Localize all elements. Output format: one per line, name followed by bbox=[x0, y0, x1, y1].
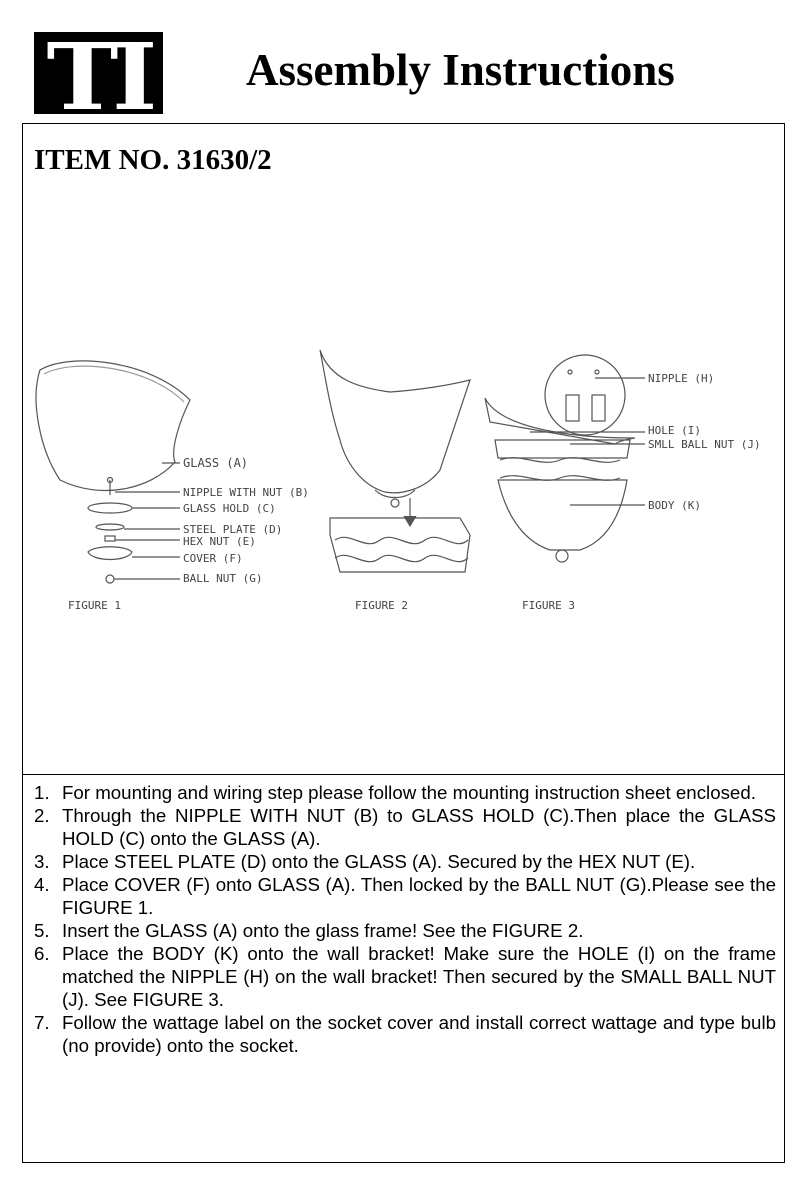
step-item bbox=[34, 942, 776, 1011]
label-small-ball-nut: SMLL BALL NUT (J) bbox=[648, 438, 761, 451]
step-item bbox=[34, 919, 776, 942]
label-nipple-with-nut: NIPPLE WITH NUT (B) bbox=[183, 486, 309, 499]
glass-frame bbox=[330, 518, 470, 572]
step-text: Place the BODY (K) onto the wall bracket! Make sure the HOLE (I) on the frame matched the NIPPLE (H) on the wall bracket! Then secured by the SMALL BALL NUT (J). See FIGURE 3. bbox=[62, 943, 776, 1010]
assembly-figure bbox=[30, 340, 790, 630]
logo-text: TI bbox=[46, 32, 151, 114]
page-title: Assembly Instructions bbox=[246, 45, 675, 95]
brand-logo bbox=[34, 32, 163, 114]
step-number: 7. bbox=[34, 1012, 50, 1033]
step-text: Follow the wattage label on the socket cover and install correct wattage and type bulb (no provide) onto the socket. bbox=[62, 1012, 776, 1056]
step-text: Insert the GLASS (A) onto the glass frame! See the FIGURE 2. bbox=[62, 920, 584, 941]
step-item bbox=[34, 873, 776, 919]
lamp-body bbox=[498, 480, 627, 550]
step-number: 3. bbox=[34, 851, 50, 872]
label-cover: COVER (F) bbox=[183, 552, 243, 565]
step-text: For mounting and wiring step please follow the mounting instruction sheet enclosed. bbox=[62, 782, 756, 803]
label-hole: HOLE (I) bbox=[648, 424, 701, 437]
step-item bbox=[34, 781, 776, 804]
label-nipple: NIPPLE (H) bbox=[648, 372, 715, 385]
caption-figure-3: FIGURE 3 bbox=[522, 599, 575, 612]
step-number: 2. bbox=[34, 805, 50, 826]
label-glass: GLASS (A) bbox=[183, 456, 249, 470]
glass-shade-2 bbox=[320, 350, 470, 493]
step-item bbox=[34, 804, 776, 850]
label-steel-plate: STEEL PLATE (D) bbox=[183, 523, 283, 536]
step-item bbox=[34, 850, 776, 873]
caption-figure-1: FIGURE 1 bbox=[68, 599, 121, 612]
wall-plate bbox=[545, 355, 625, 435]
label-glass-hold: GLASS HOLD (C) bbox=[183, 502, 276, 515]
label-body: BODY (K) bbox=[648, 499, 701, 512]
section-divider bbox=[22, 774, 785, 775]
step-text: Place COVER (F) onto GLASS (A). Then locked by the BALL NUT (G).Please see the FIGURE 1. bbox=[62, 874, 776, 918]
step-text: Place STEEL PLATE (D) onto the GLASS (A). Secured by the HEX NUT (E). bbox=[62, 851, 696, 872]
step-number: 4. bbox=[34, 874, 50, 895]
label-ball-nut: BALL NUT (G) bbox=[183, 572, 263, 585]
glass-shade bbox=[36, 361, 190, 491]
step-number: 5. bbox=[34, 920, 50, 941]
step-number: 6. bbox=[34, 943, 50, 964]
step-item bbox=[34, 1011, 776, 1057]
step-text: Through the NIPPLE WITH NUT (B) to GLASS HOLD (C).Then place the GLASS HOLD (C) onto the GLASS (A). bbox=[62, 805, 776, 849]
label-hex-nut: HEX NUT (E) bbox=[183, 535, 256, 548]
step-number: 1. bbox=[34, 782, 50, 803]
item-number: ITEM NO. 31630/2 bbox=[34, 144, 272, 176]
instruction-steps bbox=[34, 781, 776, 1057]
caption-figure-2: FIGURE 2 bbox=[355, 599, 408, 612]
